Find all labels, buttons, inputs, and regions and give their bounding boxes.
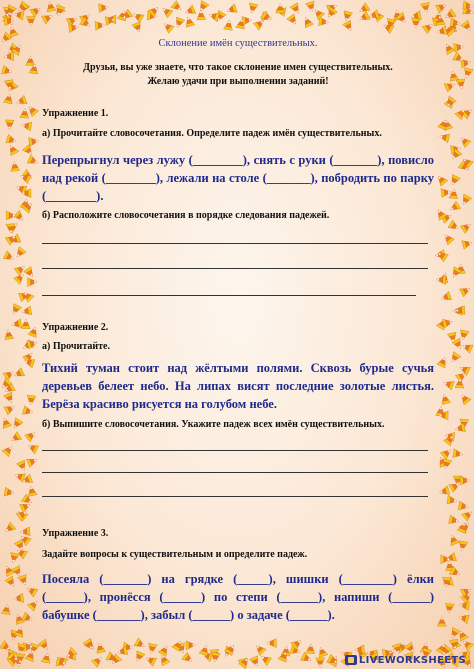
- candy-corn-icon: [441, 232, 454, 245]
- candy-corn-icon: [460, 221, 473, 234]
- candy-corn-icon: [287, 14, 300, 27]
- answer-line[interactable]: [42, 295, 416, 296]
- candy-corn-icon: [4, 487, 15, 497]
- candy-corn-icon: [462, 508, 474, 521]
- intro-line-1: Друзья, вы уже знаете, что такое склонение имен существительных.: [83, 62, 393, 73]
- candy-corn-icon: [448, 352, 461, 365]
- candy-corn-icon: [439, 132, 450, 143]
- candy-corn-icon: [134, 638, 147, 651]
- candy-corn-icon: [435, 173, 448, 186]
- candy-corn-icon: [462, 238, 474, 249]
- candy-corn-icon: [26, 395, 36, 405]
- candy-corn-icon: [186, 641, 196, 650]
- answer-line[interactable]: [42, 450, 428, 451]
- candy-corn-icon: [462, 68, 473, 80]
- candy-corn-icon: [459, 194, 471, 207]
- candy-corn-icon: [29, 136, 40, 146]
- candy-corn-icon: [0, 416, 12, 428]
- candy-corn-icon: [27, 278, 37, 287]
- candy-corn-icon: [249, 656, 261, 668]
- candy-corn-icon: [22, 144, 35, 157]
- candy-corn-icon: [20, 108, 30, 118]
- candy-corn-icon: [24, 266, 37, 279]
- candy-corn-icon: [459, 285, 472, 297]
- candy-corn-icon: [239, 656, 252, 669]
- candy-corn-icon: [455, 378, 464, 388]
- candy-corn-icon: [91, 654, 104, 667]
- candy-corn-icon: [26, 485, 37, 496]
- liveworksheets-footer: [345, 655, 466, 666]
- candy-corn-icon: [319, 17, 329, 27]
- candy-corn-icon: [95, 21, 105, 31]
- candy-corn-icon: [12, 368, 24, 380]
- candy-corn-icon: [14, 263, 27, 276]
- candy-corn-icon: [437, 356, 449, 368]
- answer-line[interactable]: [42, 243, 428, 244]
- candy-corn-icon: [1, 604, 11, 615]
- candy-corn-icon: [422, 21, 435, 34]
- candy-corn-icon: [4, 392, 16, 404]
- candy-corn-icon: [4, 52, 14, 61]
- candy-corn-icon: [357, 3, 370, 16]
- candy-corn-icon: [184, 5, 196, 17]
- candy-corn-icon: [5, 120, 14, 130]
- candy-corn-icon: [1, 65, 13, 76]
- candy-corn-icon: [21, 319, 30, 329]
- candy-corn-icon: [69, 23, 79, 33]
- candy-corn-icon: [26, 16, 35, 26]
- candy-corn-icon: [224, 20, 234, 31]
- candy-corn-icon: [316, 646, 328, 658]
- candy-corn-icon: [440, 446, 453, 459]
- exercise-1-task-b: б) Расположите словосочетания в порядке следования падежей.: [42, 210, 330, 221]
- candy-corn-icon: [2, 444, 15, 457]
- candy-corn-icon: [21, 306, 32, 317]
- candy-corn-icon: [453, 449, 464, 459]
- candy-corn-icon: [11, 319, 22, 329]
- candy-corn-icon: [458, 501, 469, 512]
- candy-corn-icon: [448, 515, 459, 526]
- exercise-3-heading: Упражнение 3.: [42, 528, 109, 539]
- footer-brand: LIVEWORKSHEETS: [358, 655, 466, 666]
- exercise-2-text: Тихий туман стоит над жёлтыми полями. Сквозь бурые сучья деревьев белеет небо. На липах висят последние золотые листья. Берёза красиво рисуется на голубом небе.: [42, 361, 434, 411]
- candy-corn-icon: [448, 174, 460, 186]
- candy-corn-icon: [437, 617, 446, 627]
- candy-corn-icon: [182, 652, 195, 665]
- candy-corn-icon: [459, 600, 469, 610]
- candy-corn-icon: [447, 495, 458, 505]
- candy-corn-icon: [197, 0, 210, 13]
- candy-corn-icon: [290, 3, 303, 16]
- answer-line[interactable]: [42, 472, 428, 473]
- candy-corn-icon: [45, 1, 56, 12]
- candy-corn-icon: [3, 93, 14, 104]
- candy-corn-icon: [15, 95, 27, 107]
- candy-corn-icon: [420, 2, 431, 13]
- candy-corn-icon: [306, 644, 316, 654]
- candy-corn-icon: [26, 56, 35, 66]
- candy-corn-icon: [358, 11, 370, 23]
- candy-corn-icon: [158, 644, 171, 657]
- candy-corn-icon: [3, 251, 16, 263]
- candy-corn-icon: [225, 4, 237, 16]
- candy-corn-icon: [10, 161, 20, 171]
- candy-corn-icon: [316, 658, 325, 668]
- candy-corn-icon: [99, 3, 109, 13]
- candy-corn-icon: [453, 42, 464, 53]
- intro-line-2: Желаю удачи при выполнении заданий!: [147, 76, 329, 87]
- candy-corn-icon: [26, 456, 38, 468]
- exercise-2-task-a: а) Прочитайте.: [42, 341, 110, 352]
- candy-corn-icon: [147, 643, 158, 654]
- candy-corn-icon: [300, 652, 313, 664]
- candy-corn-icon: [436, 275, 446, 284]
- candy-corn-icon: [458, 135, 471, 148]
- candy-corn-icon: [458, 613, 469, 624]
- exercise-2-heading: Упражнение 2.: [42, 322, 109, 333]
- candy-corn-icon: [3, 368, 16, 381]
- candy-corn-icon: [4, 403, 16, 415]
- candy-corn-icon: [30, 4, 43, 17]
- answer-line[interactable]: [42, 496, 428, 497]
- exercise-1-text: Перепрыгнул через лужу (________), снять с руки (_______), повисло над рекой (________), лежали на столе (_______), побродить по парку (________).: [42, 153, 434, 203]
- candy-corn-icon: [436, 1, 448, 13]
- candy-corn-icon: [461, 341, 473, 353]
- candy-corn-icon: [173, 17, 185, 29]
- candy-corn-icon: [449, 188, 459, 198]
- candy-corn-icon: [325, 7, 338, 20]
- candy-corn-icon: [253, 643, 266, 656]
- exercise-3-text: Посеяла (_______) на грядке (_____), шишки (________) ёлки (______), пронёсся (______) по степи (______), напиши (______) бабушке (_______), забыл (______) о задаче (______).: [42, 572, 434, 622]
- candy-corn-icon: [25, 585, 38, 598]
- exercise-3-task: Задайте вопросы к существительным и определите падеж.: [42, 549, 308, 560]
- candy-corn-icon: [456, 79, 466, 90]
- candy-corn-icon: [13, 210, 26, 223]
- candy-corn-icon: [247, 3, 258, 14]
- candy-corn-icon: [184, 16, 195, 28]
- candy-corn-icon: [447, 533, 459, 545]
- candy-corn-icon: [448, 220, 461, 233]
- candy-corn-icon: [442, 42, 455, 55]
- candy-corn-icon: [25, 429, 38, 442]
- candy-corn-icon: [458, 392, 471, 405]
- candy-corn-icon: [5, 576, 18, 589]
- answer-line[interactable]: [42, 268, 428, 269]
- exercise-1-task-a: а) Прочитайте словосочетания. Определите падеж имён существительных.: [42, 128, 382, 139]
- candy-corn-icon: [9, 304, 21, 317]
- candy-corn-icon: [10, 418, 23, 431]
- liveworksheets-logo-icon: [345, 655, 357, 665]
- candy-corn-icon: [144, 654, 157, 666]
- candy-corn-icon: [301, 15, 313, 27]
- intro-text: [42, 61, 434, 89]
- candy-corn-icon: [6, 143, 18, 156]
- candy-corn-icon: [448, 70, 459, 81]
- candy-corn-icon: [461, 20, 474, 33]
- candy-corn-icon: [312, 7, 325, 20]
- candy-corn-icon: [42, 12, 55, 24]
- candy-corn-icon: [133, 651, 145, 663]
- candy-corn-icon: [444, 603, 454, 613]
- candy-corn-icon: [20, 527, 30, 537]
- candy-corn-icon: [27, 598, 40, 611]
- worksheet-content: [42, 38, 434, 622]
- candy-corn-icon: [132, 22, 144, 34]
- candy-corn-icon: [131, 10, 144, 23]
- candy-corn-icon: [27, 155, 39, 167]
- candy-corn-icon: [18, 575, 30, 587]
- candy-corn-icon: [13, 593, 23, 603]
- candy-corn-icon: [440, 291, 452, 303]
- candy-corn-icon: [13, 247, 26, 260]
- candy-corn-icon: [454, 423, 465, 434]
- candy-corn-icon: [6, 134, 18, 145]
- candy-corn-icon: [38, 639, 51, 652]
- candy-corn-icon: [161, 20, 174, 33]
- candy-corn-icon: [444, 80, 456, 92]
- candy-corn-icon: [442, 378, 454, 390]
- candy-corn-icon: [16, 460, 28, 472]
- candy-corn-icon: [41, 652, 52, 663]
- candy-corn-icon: [3, 329, 13, 340]
- candy-corn-icon: [267, 639, 277, 648]
- candy-corn-icon: [28, 643, 40, 655]
- worksheet-title: Склонение имён существительных.: [158, 38, 318, 49]
- exercise-2-task-b: б) Выпишите словосочетания. Укажите падеж всех имён существительных.: [42, 419, 385, 430]
- candy-corn-icon: [95, 642, 106, 653]
- candy-corn-icon: [460, 476, 470, 486]
- candy-corn-icon: [27, 338, 38, 349]
- candy-corn-icon: [3, 522, 16, 535]
- candy-corn-icon: [411, 18, 420, 28]
- candy-corn-icon: [448, 201, 461, 214]
- candy-corn-icon: [9, 432, 22, 445]
- candy-corn-icon: [26, 442, 39, 454]
- candy-corn-icon: [22, 406, 34, 417]
- candy-corn-icon: [196, 10, 205, 20]
- candy-corn-icon: [440, 393, 451, 404]
- candy-corn-icon: [448, 627, 460, 640]
- candy-corn-icon: [343, 20, 355, 33]
- exercise-1-heading: Упражнение 1.: [42, 108, 109, 119]
- candy-corn-icon: [25, 650, 37, 662]
- candy-corn-icon: [442, 317, 453, 328]
- candy-corn-icon: [342, 11, 353, 22]
- candy-corn-icon: [6, 211, 16, 220]
- candy-corn-icon: [21, 121, 32, 131]
- candy-corn-icon: [9, 552, 20, 563]
